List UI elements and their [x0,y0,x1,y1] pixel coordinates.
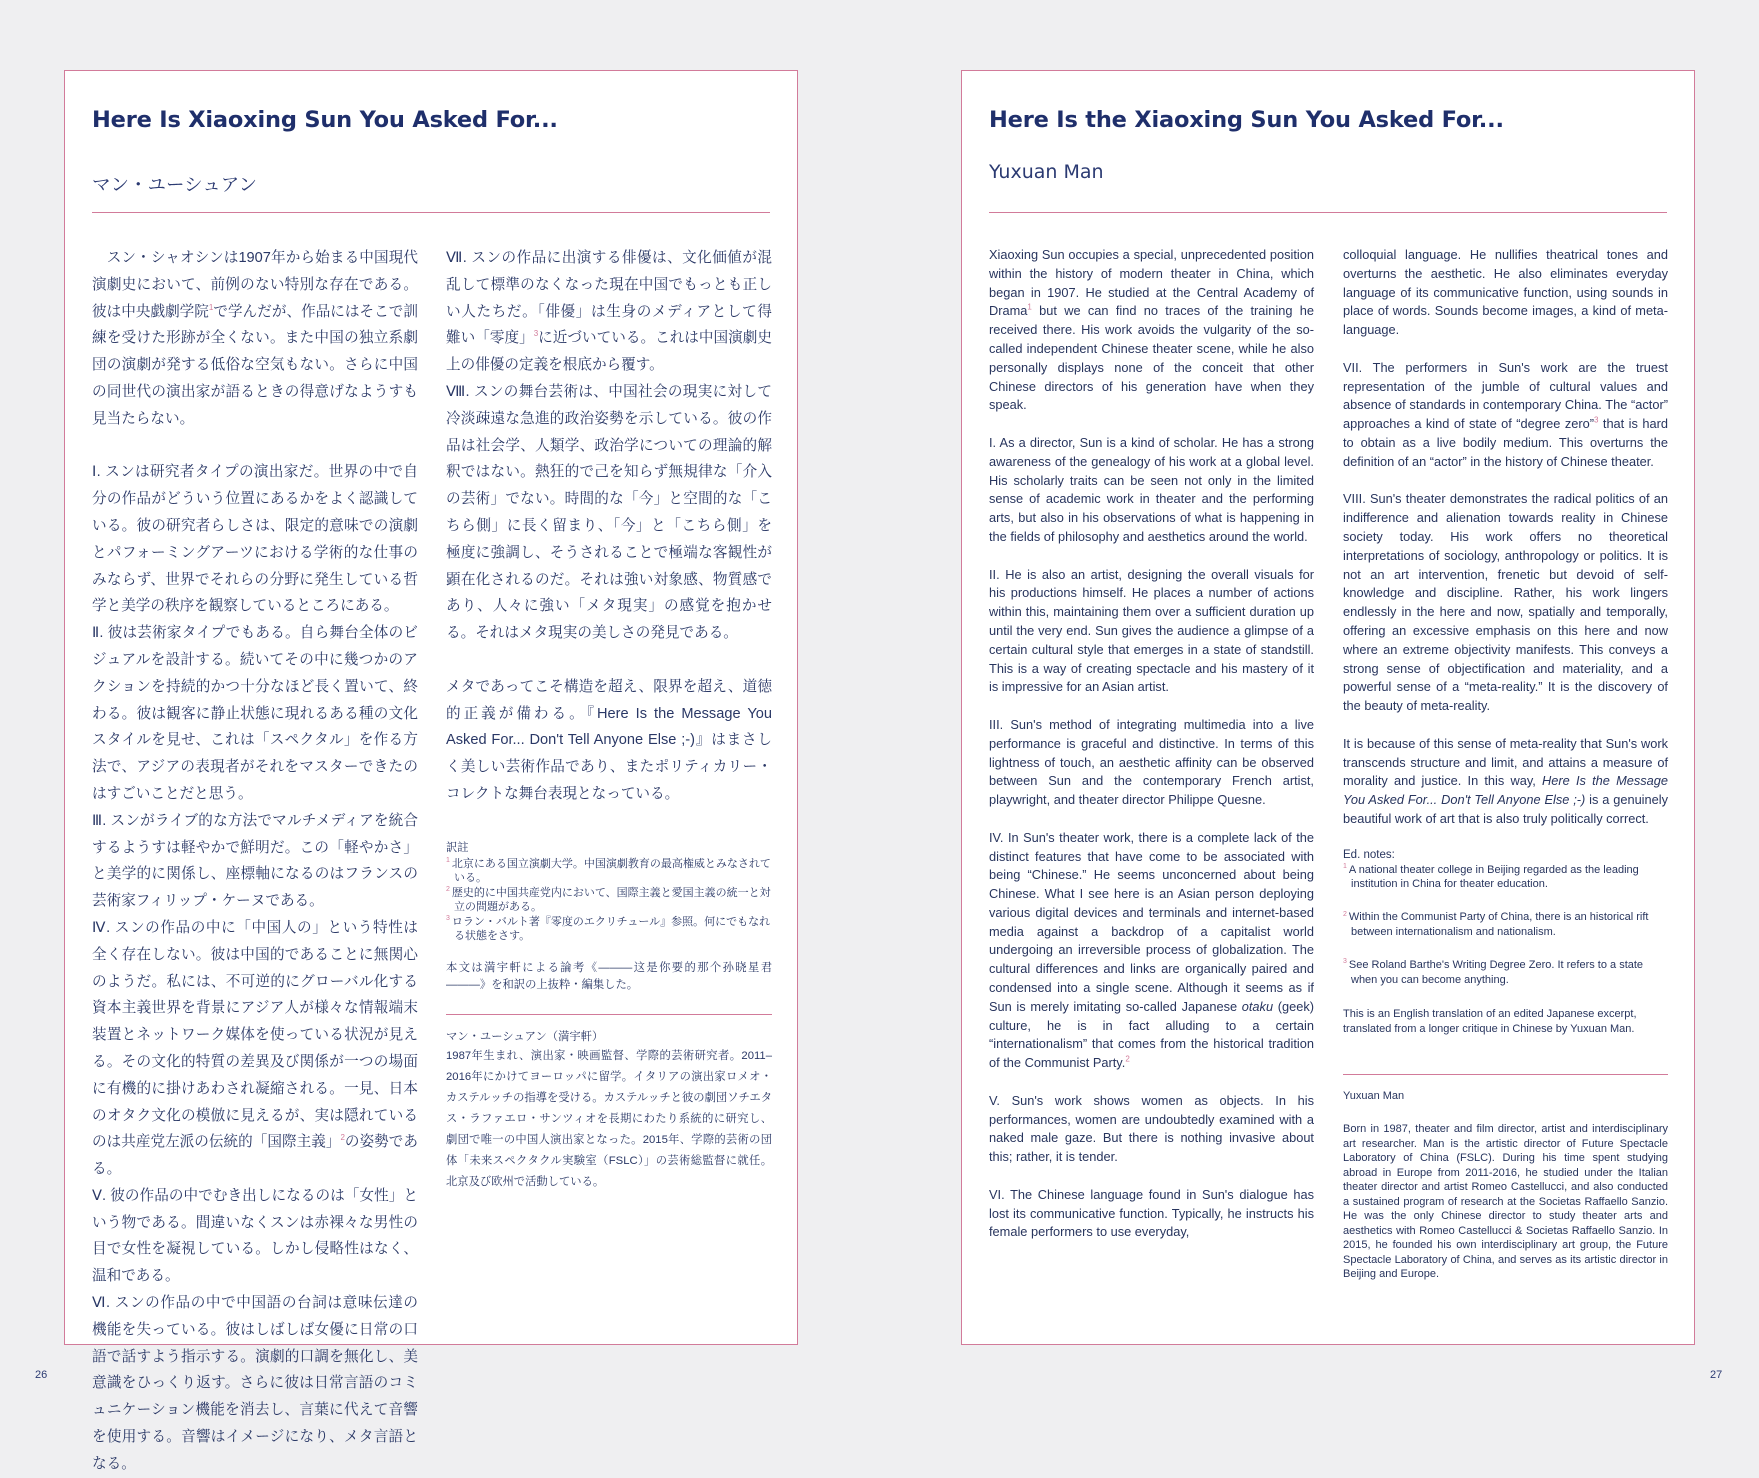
jp-column-2 [446,245,772,1193]
page-number-left: 26 [35,1369,48,1381]
right-page [961,70,1695,1345]
en-section-3: III. Sun's method of integrating multimedia into a live performance is graceful and distinctive. In terms of this lightness of touch, an aesthetic affinity can be observed between Sun and the contemporary French artist, playwright, and theater director Philippe Quesne. [989,716,1314,808]
author-name-right: Yuxuan Man [989,161,1104,183]
jp-section-6: Ⅵ. スンの作品の中で中国語の台詞は意味伝達の機能を失っている。彼はしばしば女優に日常の口語で話すよう指示する。演劇的口調を無化し、美意識をひっくり返す。さらに彼は日常言語のコミュニケーション機能を消去し、言葉に代えて音響を使用する。音響はイメージになり、メタ言語となる。 [92,1295,418,1472]
en-section-4: IV. In Sun's theater work, there is a complete lack of the distinct features that have come to be associated with being “Chinese.” He seems unconcerned about being Chinese. What I see here is an Asian person deploying various digital devices and terminals and internet-based media against a backdrop of a capitalist world undergoing an irreversible process of globalization. The cultural differences and links are organically paired and condensed into a single scene. Although it seems as if Sun is merely imitating so-called Japanese otaku (geek) culture, he is in fact alluding to a certain “internationalism” that comes from the historical tradition of the Communist Party.$^2$ [989,829,1314,1071]
footnote-mark: 2 [1125,1055,1130,1064]
left-page [64,70,798,1472]
jp-section-9: メタであってこそ構造を超え、限界を超え、道徳的正義が備わる。『Here Is the Message You Asked For... Don't Tell Anyone Else ;-)』はまさしく美しい芸術作品であり、またポリティカリー・コレクトな舞台表現となっている。 [446,678,772,802]
author-name-left: マン・ユーシュアン [92,174,258,195]
page-number-right: 27 [1710,1369,1723,1381]
jp-section-5: Ⅴ. 彼の作品の中でむき出しになるのは「女性」という物である。間違いなくスンは赤裸々な男性の目で女性を凝視している。しかし侵略性はなく、温和である。 [92,1187,418,1285]
notes-heading: Ed. notes: [1343,848,1395,861]
bio-text: 1987年生まれ、演出家・映画監督、学際的芸術研究者。2011–2016年にかけてヨーロッパに留学。イタリアの演出家ロメオ・カステルッチの指導を受ける。カステルッチと彼の劇団ソチエタス・ラファエロ・サンツィオを長期にわたり系統的に研究し、劇団で唯一の中国人演出家となった。2015年、学際的芸術の団体「未来スペクタクル実験室（FSLC）」の芸術総監督に就任。北京及び欧州で活動している。 [446,1049,772,1188]
bio-name: マン・ユーシュアン（満宇軒） [446,1030,604,1043]
jp-section-3: Ⅲ. スンがライブ的な方法でマルチメディアを統合するようすは軽やかで鮮明だ。この「軽やかさ」と美学的に関係し、座標軸になるのはフランスの芸術家フィリップ・ケーヌである。 [92,812,418,910]
jp-section-1: Ⅰ. スンは研究者タイプの演出家だ。世界の中で自分の作品がどういう位置にあるかをよく認識している。彼の研究者らしさは、限定的意味での演劇とパフォーミングアーツにおける学術的な仕事のみならず、世界でそれらの分野に発生している哲学と美学の秩序を観察しているところにある。 [92,464,418,615]
jp-section-7: Ⅶ. スンの作品に出演する俳優は、文化価値が混乱して標準のなくなった現在中国でもっとも正しい人たちだ。「俳優」は生身のメディアとして得難い「零度」$^3$に近づいている。これは中国演劇史上の俳優の定義を根底から覆す。 [446,250,772,374]
page-title-left: Here Is Xiaoxing Sun You Asked For... [92,107,558,133]
title-divider-right [989,212,1667,213]
note-2: $^2$ 歴史的に中国共産党内において、国際主義と愛国主義の統一と対立の問題がある。 [446,886,771,914]
note-1: $^1$ 北京にある国立演劇大学。中国演劇教育の最高権威とみなされている。 [446,857,771,885]
notes-heading: 訳註 [446,841,469,854]
jp-section-8: Ⅷ. スンの舞台芸術は、中国社会の現実に対して冷淡疎遠な急進的政治姿勢を示している。彼の作品は社会学、人類学、政治学についての理論的解釈ではない。熱狂的で己を知らず無規律な「介入の芸術」でない。時間的な「今」と空間的な「こちら側」に長く留まり、「今」と「こちら側」を極度に強調し、そうされることで極端な客観性が顕在化されるのだ。それは強い対象感、物質感であり、人々に強い「メタ現実」の感覚を抱かせる。それはメタ現実の美しさの発見である。 [446,383,772,642]
en-section-5: V. Sun's work shows women as objects. In his performances, women are undoubtedly examined with a naked male gaze. But there is nothing invasive about this; rather, it is tender. [989,1092,1314,1165]
en-intro: Xiaoxing Sun occupies a special, unprecedented position within the history of modern theater in China, which began in 1907. He studied at the Central Academy of Drama$^1$ but we can find no traces of the training he received there. His work avoids the vulgarity of the so-called independent Chinese theater scene, while he also personally displays none of the conceit that other Chinese directors of his generation have when they speak. [989,247,1314,413]
note-3: $^3$ See Roland Barthe's Writing Degree Zero. It refers to a state when you can become anything. [1343,958,1644,986]
en-section-9: It is because of this sense of meta-reality that Sun's work transcends structure and limit, and attains a measure of morality and justice. In this way, Here Is the Message You Asked For... Don't Tell Anyone Else ;-) is a genuinely beautiful work of art that is also truly politically correct. [1343,735,1669,826]
en-column-2 [1343,246,1668,1301]
footnote-mark: 1 [1027,303,1032,313]
translation-note: 本文は満宇軒による論考《———这是你要的那个孙晓星君———》を和訳の上抜粋・編集した。 [446,961,772,991]
bio-divider [446,1014,772,1015]
en-section-1: I. As a director, Sun is a kind of scholar. He has a strong awareness of the genealogy of his work at a global level. His scholarly traits can be seen not only in the limited sense of academic work in theater and the performing arts, but also in his observations of what is happening in the fields of philosophy and aesthetics around the world. [989,434,1314,544]
title-divider-left [92,212,770,213]
jp-section-2: Ⅱ. 彼は芸術家タイプでもある。自ら舞台全体のビジュアルを設計する。続いてその中に幾つかのアクションを持続的かつ十分なほど長く置いて、終わる。彼は観客に静止状態に現れるある種の文化スタイルを見せ、これは「スペクタル」を作る方法で、アジアの表現者がそれをマスターできたのはすごいことだと思う。 [92,625,418,802]
note-2: $^2$ Within the Communist Party of China, there is an historical rift between internationalism and nationalism. [1343,910,1649,938]
footnote-mark: 2 [340,1133,345,1143]
translation-note: This is an English translation of an edited Japanese excerpt, translated from a longer critique in Chinese by Yuxuan Man. [1343,1008,1637,1035]
footnote-mark: 1 [208,302,214,312]
jp-intro: スン・シャオシンは1907年から始まる中国現代演劇史において、前例のない特別な存在である。彼は中央戯劇学院$^1$で学んだが、作品にはそこで訓練を受けた形跡が全くない。また中国の独立系劇団の演劇が発する低俗な空気もない。さらに中国の同世代の演出家が語るときの得意げなようすも見当たらない。 [92,250,418,427]
bio-text: Born in 1987, theater and film director, artist and interdisciplinary art researcher. Man is the artistic director of Future Spectacle Laboratory of China (FSLC). During his time spent studying abroad in Europe from 2011-2016, he studied under the Italian theater director and artist Romeo Castellucci, and also conducted a sustained program of research at the Societas Raffaello Sanzio. He was the only Chinese director to study theater arts and aesthetics with Romeo Castellucci & Societas Raffaello Sanzio. In 2015, he founded his own interdisciplinary art group, the Future Spectacle Laboratory of China, and serves as its artistic director in Beijing and Europe. [1343,1123,1668,1281]
footnote-mark: 3 [1593,415,1599,425]
en-section-6: VI. The Chinese language found in Sun's dialogue has lost its communicative function. Typically, he instructs his female performers to use everyday, [989,1186,1314,1240]
note-3: $^3$ ロラン・バルト著『零度のエクリチュール』参照。何にでもなれる状態をさす。 [446,915,771,943]
jp-notes [446,840,772,1193]
en-column-1 [989,246,1314,1261]
en-notes [1343,848,1668,1282]
bio-divider [1343,1074,1668,1075]
bio-name: Yuxuan Man [1343,1090,1405,1103]
page-title-right: Here Is the Xiaoxing Sun You Asked For... [989,107,1504,133]
en-section-6-cont: colloquial language. He nullifies theatrical tones and overturns the aesthetic. He also eliminates everyday language of its communicative function, using sounds in place of words. Sounds become images, a kind of meta-language. [1343,247,1668,338]
en-section-7: VII. The performers in Sun's work are the truest representation of the jumble of cultural values and absence of standards in contemporary China. The “actor” approaches a kind of state of “degree zero”$^3$ that is hard to obtain as a live bodily medium. This overturns the definition of an “actor” in the history of Chinese theater. [1343,359,1668,469]
footnote-mark: 3 [533,329,539,339]
jp-section-4: Ⅳ. スンの作品の中に「中国人の」という特性は全く存在しない。彼は中国的であることに無関心のようだ。私には、不可逆的にグローバル化する資本主義世界を背景にアジア人が様々な情報端末装置とネットワーク媒体を使っている状況が見える。その文化的特質の差異及び関係が一つの場面に有機的に掛けあわされ凝縮される。一見、日本のオタク文化の模倣に見えるが、実は隠れているのは共産党左派の伝統的「国際主義」$^2$の姿勢である。 [92,919,418,1178]
en-section-8: VIII. Sun's theater demonstrates the radical politics of an indifference and alienation towards reality in Chinese society today. His work offers no theoretical interpretations of sociology, anthropology or politics. It is not an art intervention, frenetic but devoid of self-knowledge and discipline. Rather, his work lingers endlessly in the here and now, spatially and temporally, offering an excessive emphasis on this here and now where an extreme objectivity manifests. This conveys a strong sense of objectification and materiality, and a powerful sense of a “meta-reality.” It is the discovery of the beauty of meta-reality. [1343,491,1668,714]
jp-column-1 [92,245,418,1478]
en-section-2: II. He is also an artist, designing the overall visuals for his productions himself. He places a number of actions within this, maintaining them over a sufficient duration up until the very end. Sun gives the audience a glimpse of a certain cultural style that emerges in a state of standstill. This is a way of creating spectacle and his mastery of it is impressive for an Asian artist. [989,566,1314,695]
note-1: $^1$ A national theater college in Beijing regarded as the leading institution in China for theater education. [1343,862,1639,890]
